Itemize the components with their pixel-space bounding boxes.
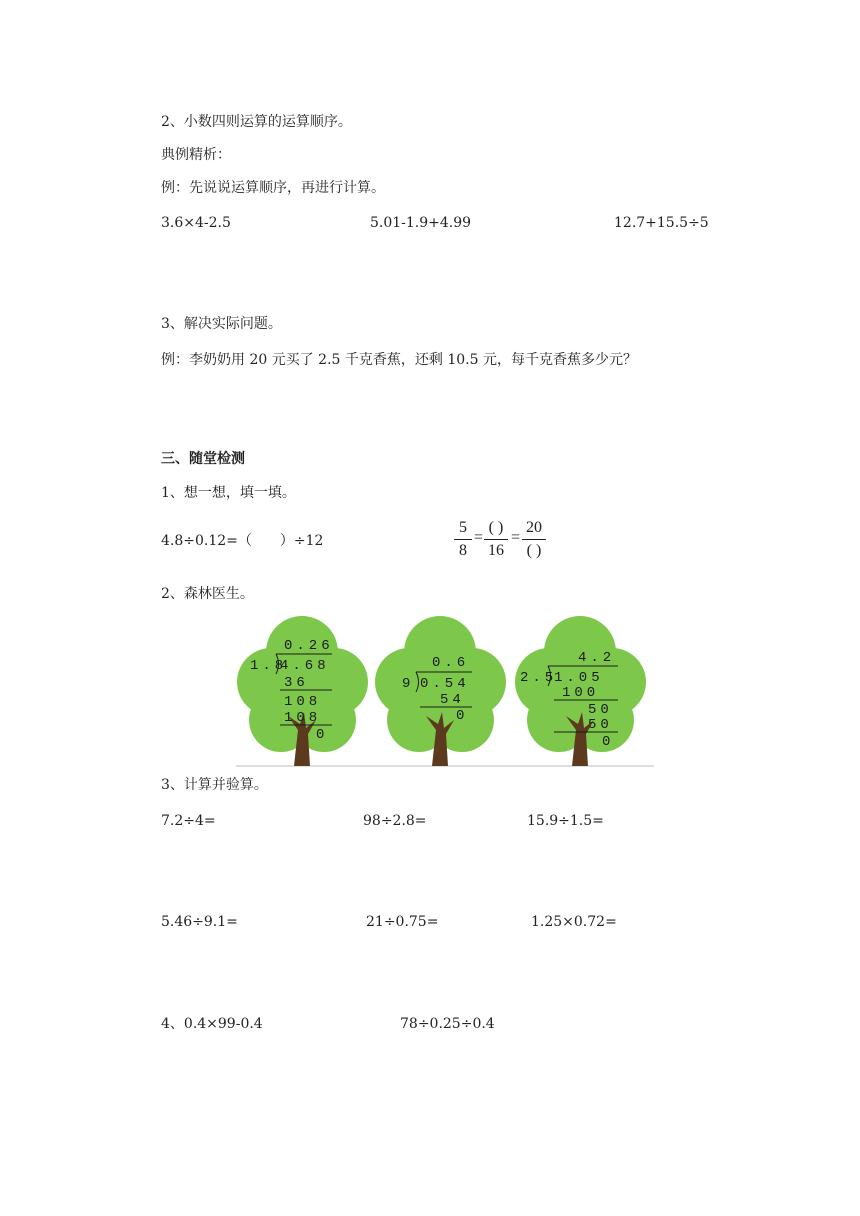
- tree-2-quotient: 0.6: [432, 655, 470, 671]
- example-heading: 典例精析：: [161, 147, 231, 163]
- tree-2-step-2: 0: [456, 708, 469, 724]
- expr-3: 12.7+15.5÷5: [614, 215, 709, 231]
- tree-2-divisor: 9: [402, 676, 415, 692]
- tree-2-dividend: 0.54: [420, 676, 470, 692]
- q3-title: 3、计算并验算。: [161, 777, 268, 793]
- tree-3: [515, 616, 646, 766]
- fraction-1-num: 5: [459, 519, 467, 536]
- tree-3-divisor: 2.5: [520, 670, 558, 686]
- q3-r1-3: 15.9÷1.5=: [527, 813, 604, 829]
- tree-3-quotient: 4.2: [578, 650, 616, 666]
- q1-expr: 4.8÷0.12=（ ）÷12: [161, 533, 324, 549]
- forest-doctor-trees: [236, 612, 656, 770]
- tree-3-dividend: 1.05: [554, 670, 604, 686]
- q4-title: 4、0.4×99-0.4: [161, 1016, 263, 1032]
- q3-r2-3: 1.25×0.72=: [531, 914, 617, 930]
- tree-1-step-4: 0: [316, 727, 329, 743]
- part-3-heading: 三、随堂检测: [161, 451, 245, 467]
- fraction-1-den: 8: [459, 542, 467, 559]
- fraction-3-num: 20: [526, 519, 542, 536]
- example-text: 例：先说说运算顺序，再进行计算。: [161, 180, 385, 196]
- fraction-3: [522, 518, 546, 561]
- tree-3-step-3: 50: [588, 717, 613, 733]
- expr-2: 5.01-1.9+4.99: [370, 215, 472, 231]
- tree-1: [237, 616, 368, 766]
- q3-r1-2: 98÷2.8=: [363, 813, 427, 829]
- fraction-2: [484, 518, 508, 561]
- fraction-1: [454, 518, 472, 561]
- section-3-title: 3、解决实际问题。: [161, 316, 282, 332]
- tree-1-step-1: 36: [284, 675, 309, 691]
- tree-3-step-4: 0: [602, 734, 615, 750]
- fraction-3-den: ( ): [526, 542, 542, 559]
- q3-r2-1: 5.46÷9.1=: [161, 914, 238, 930]
- q2-title: 2、森林医生。: [161, 586, 254, 602]
- tree-2-step-1: 54: [440, 692, 465, 708]
- fraction-2-den: 16: [488, 542, 504, 559]
- q3-r1-1: 7.2÷4=: [161, 813, 216, 829]
- tree-1-quotient: 0.26: [284, 638, 334, 654]
- equals-2: =: [511, 529, 521, 546]
- tree-2: [375, 616, 506, 766]
- tree-3-step-1: 100: [562, 685, 600, 701]
- fraction-2-num: ( ): [488, 519, 504, 536]
- q4-expr-2: 78÷0.25÷0.4: [400, 1016, 495, 1032]
- tree-1-divisor: 1.8: [250, 658, 288, 674]
- tree-1-step-2: 108: [284, 694, 322, 710]
- section-3-example: 例：李奶奶用 20 元买了 2.5 千克香蕉，还剩 10.5 元，每千克香蕉多少元？: [161, 352, 637, 368]
- q1-title: 1、想一想，填一填。: [161, 485, 296, 501]
- equals-1: =: [474, 529, 484, 546]
- tree-3-step-2: 50: [588, 702, 613, 718]
- tree-1-dividend: 4.68: [280, 658, 330, 674]
- expr-1: 3.6×4-2.5: [161, 215, 231, 231]
- section-2-title: 2、小数四则运算的运算顺序。: [161, 114, 352, 130]
- q3-r2-2: 21÷0.75=: [366, 914, 439, 930]
- tree-1-step-3: 108: [284, 710, 322, 726]
